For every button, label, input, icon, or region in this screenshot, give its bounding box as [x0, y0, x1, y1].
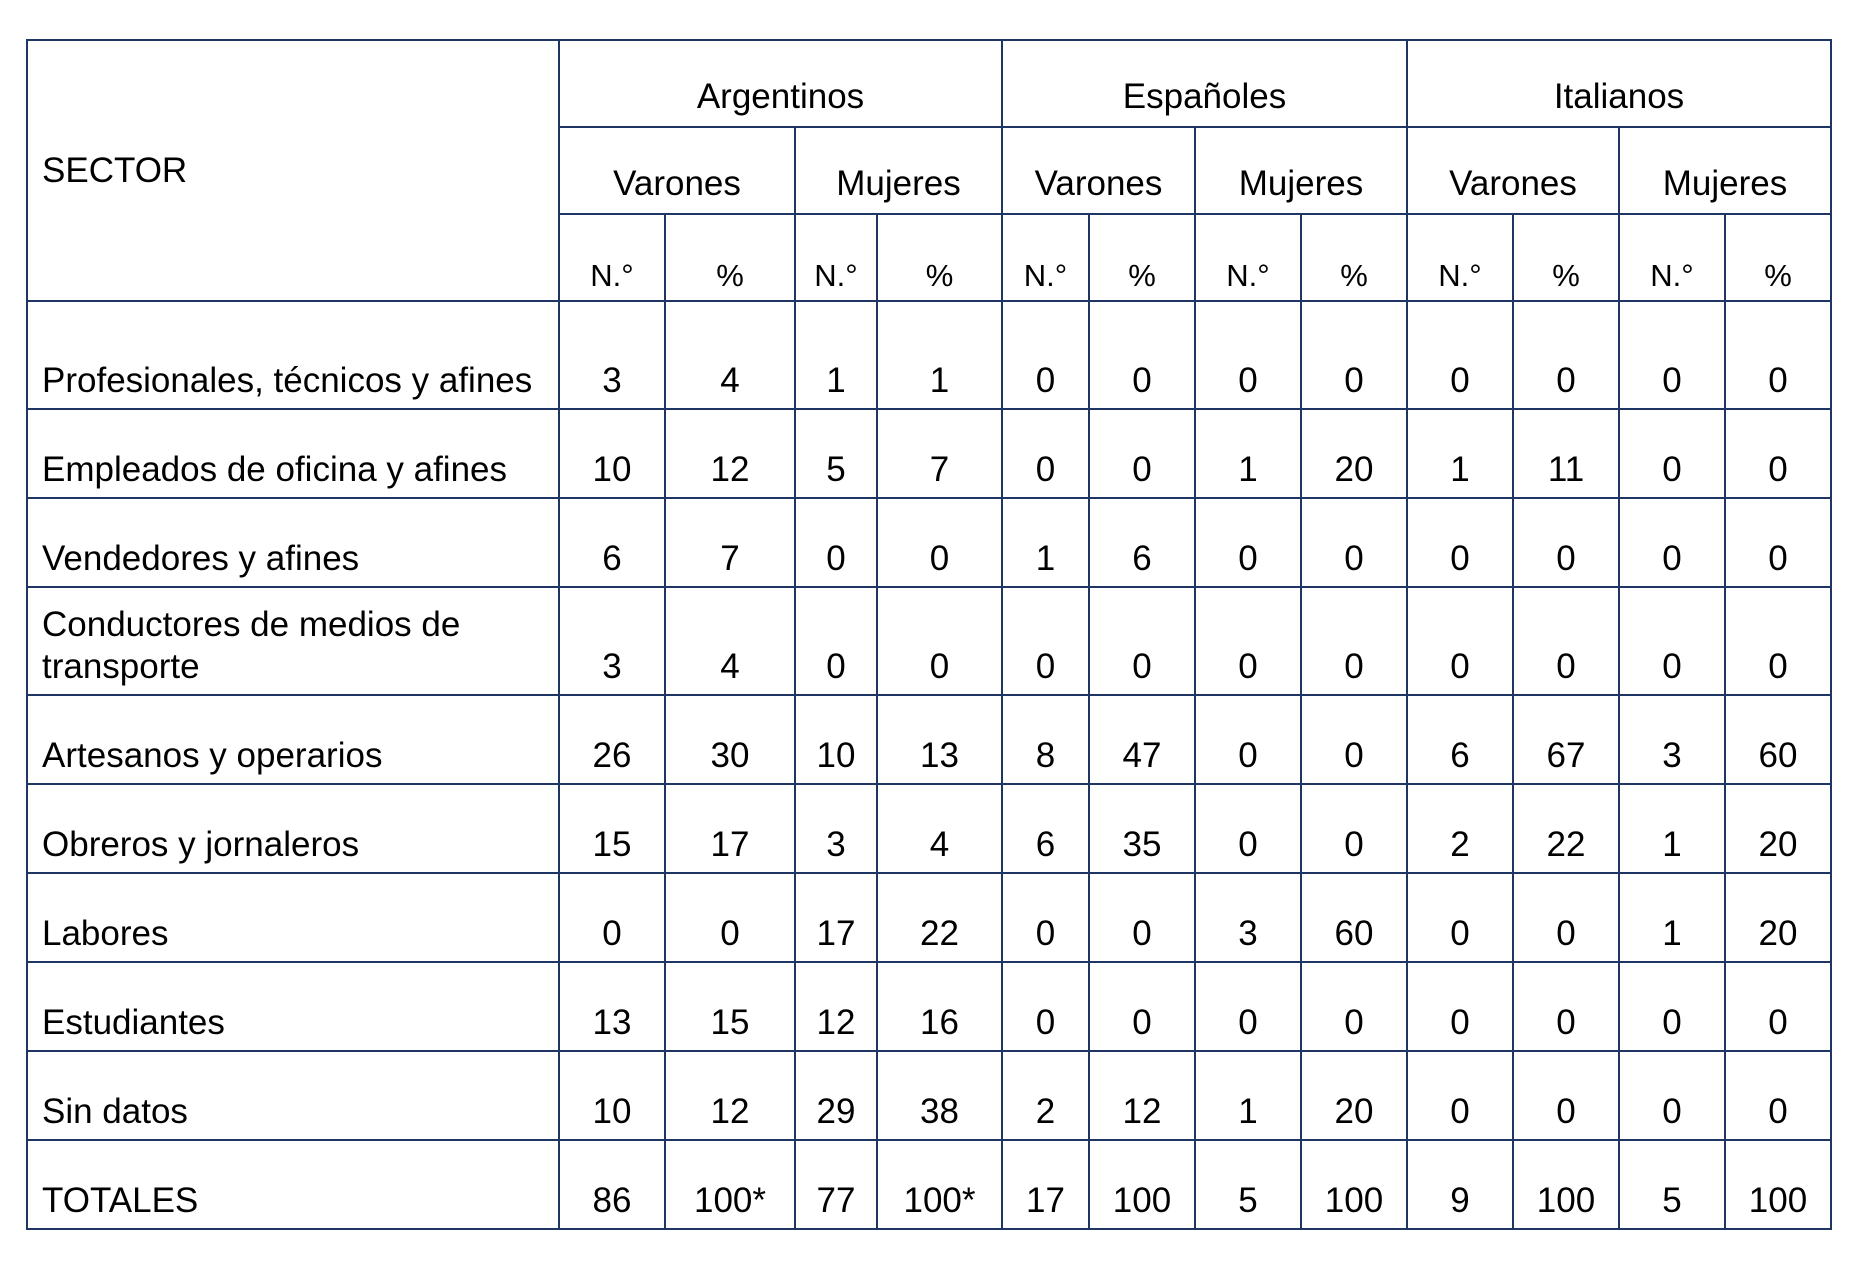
percent-cell: 12: [665, 1051, 795, 1140]
percent-cell: 12: [665, 409, 795, 498]
count-cell: 1: [1195, 409, 1301, 498]
count-cell: 77: [795, 1140, 877, 1229]
percent-cell: 0: [1513, 587, 1619, 695]
count-cell: 1: [1407, 409, 1513, 498]
percent-column-header: %: [1089, 214, 1195, 301]
percent-cell: 100*: [877, 1140, 1002, 1229]
percent-cell: 60: [1725, 695, 1831, 784]
percent-cell: 15: [665, 962, 795, 1051]
subheader-italianos-varones: Varones: [1407, 127, 1619, 214]
percent-cell: 20: [1725, 873, 1831, 962]
percent-cell: 0: [1513, 962, 1619, 1051]
percent-cell: 0: [1513, 1051, 1619, 1140]
count-cell: 3: [795, 784, 877, 873]
percent-cell: 0: [1725, 301, 1831, 409]
count-cell: 26: [559, 695, 665, 784]
percent-cell: 4: [665, 301, 795, 409]
percent-cell: 0: [1301, 962, 1407, 1051]
percent-cell: 30: [665, 695, 795, 784]
sector-label: Sin datos: [27, 1051, 559, 1140]
sector-label: Conductores de medios de transporte: [27, 587, 559, 695]
percent-column-header: %: [1513, 214, 1619, 301]
count-cell: 3: [1195, 873, 1301, 962]
subheader-espanoles-varones: Varones: [1002, 127, 1195, 214]
percent-cell: 12: [1089, 1051, 1195, 1140]
percent-cell: 17: [665, 784, 795, 873]
count-cell: 6: [1407, 695, 1513, 784]
count-cell: 2: [1002, 1051, 1089, 1140]
count-cell: 1: [1195, 1051, 1301, 1140]
percent-cell: 0: [1725, 409, 1831, 498]
percent-cell: 0: [1513, 301, 1619, 409]
table-row: [27, 409, 1831, 498]
percent-cell: 0: [1089, 873, 1195, 962]
sector-label: Obreros y jornaleros: [27, 784, 559, 873]
percent-cell: 0: [1089, 409, 1195, 498]
count-cell: 6: [1002, 784, 1089, 873]
percent-cell: 0: [1725, 962, 1831, 1051]
count-cell: 0: [1407, 962, 1513, 1051]
percent-cell: 0: [1301, 301, 1407, 409]
count-cell: 0: [1407, 873, 1513, 962]
count-cell: 0: [1619, 301, 1725, 409]
percent-cell: 0: [877, 587, 1002, 695]
count-cell: 5: [795, 409, 877, 498]
percent-cell: 22: [1513, 784, 1619, 873]
percent-cell: 0: [1089, 301, 1195, 409]
percent-cell: 100: [1725, 1140, 1831, 1229]
table-row: [27, 1051, 1831, 1140]
table-row: [27, 498, 1831, 587]
sector-label: Profesionales, técnicos y afines: [27, 301, 559, 409]
count-cell: 5: [1195, 1140, 1301, 1229]
count-cell: 0: [1195, 498, 1301, 587]
percent-cell: 60: [1301, 873, 1407, 962]
count-cell: 0: [1619, 587, 1725, 695]
percent-cell: 0: [1301, 498, 1407, 587]
count-cell: 0: [1407, 587, 1513, 695]
count-cell: 0: [1619, 962, 1725, 1051]
count-cell: 9: [1407, 1140, 1513, 1229]
percent-cell: 67: [1513, 695, 1619, 784]
sector-label: Labores: [27, 873, 559, 962]
count-cell: 0: [1407, 1051, 1513, 1140]
percent-column-header: %: [1725, 214, 1831, 301]
totals-row: [27, 1140, 1831, 1229]
count-cell: 0: [1002, 873, 1089, 962]
percent-cell: 11: [1513, 409, 1619, 498]
percent-cell: 20: [1301, 409, 1407, 498]
count-cell: 0: [1407, 498, 1513, 587]
count-cell: 10: [559, 409, 665, 498]
count-column-header: N.°: [1195, 214, 1301, 301]
subheader-argentinos-varones: Varones: [559, 127, 795, 214]
count-column-header: N.°: [559, 214, 665, 301]
percent-cell: 22: [877, 873, 1002, 962]
count-cell: 10: [559, 1051, 665, 1140]
percent-cell: 0: [1089, 587, 1195, 695]
occupation-table: [26, 39, 1832, 1230]
count-cell: 5: [1619, 1140, 1725, 1229]
count-cell: 1: [1002, 498, 1089, 587]
percent-cell: 13: [877, 695, 1002, 784]
percent-cell: 100: [1513, 1140, 1619, 1229]
count-cell: 0: [1195, 784, 1301, 873]
count-cell: 0: [1619, 409, 1725, 498]
group-header-italianos: Italianos: [1407, 40, 1831, 127]
group-header-argentinos: Argentinos: [559, 40, 1002, 127]
percent-cell: 100: [1089, 1140, 1195, 1229]
count-cell: 12: [795, 962, 877, 1051]
count-cell: 1: [1619, 873, 1725, 962]
count-cell: 3: [559, 301, 665, 409]
percent-cell: 47: [1089, 695, 1195, 784]
count-cell: 0: [1195, 695, 1301, 784]
count-column-header: N.°: [795, 214, 877, 301]
count-cell: 0: [1619, 498, 1725, 587]
count-cell: 8: [1002, 695, 1089, 784]
percent-cell: 1: [877, 301, 1002, 409]
percent-cell: 0: [1301, 784, 1407, 873]
count-cell: 0: [795, 587, 877, 695]
count-cell: 2: [1407, 784, 1513, 873]
table-row: [27, 587, 1831, 695]
count-cell: 0: [1002, 301, 1089, 409]
percent-cell: 20: [1301, 1051, 1407, 1140]
percent-cell: 0: [1301, 587, 1407, 695]
count-column-header: N.°: [1619, 214, 1725, 301]
table-body: [27, 301, 1831, 1229]
count-cell: 3: [1619, 695, 1725, 784]
percent-cell: 0: [1513, 873, 1619, 962]
table-row: [27, 301, 1831, 409]
percent-column-header: %: [877, 214, 1002, 301]
percent-cell: 100*: [665, 1140, 795, 1229]
percent-cell: 0: [1301, 695, 1407, 784]
percent-cell: 0: [1513, 498, 1619, 587]
count-cell: 0: [1407, 301, 1513, 409]
table-row: [27, 962, 1831, 1051]
count-cell: 0: [1002, 587, 1089, 695]
count-cell: 13: [559, 962, 665, 1051]
percent-cell: 0: [1725, 1051, 1831, 1140]
group-header-espanoles: Españoles: [1002, 40, 1407, 127]
percent-cell: 0: [1725, 498, 1831, 587]
sector-label: Vendedores y afines: [27, 498, 559, 587]
percent-cell: 0: [877, 498, 1002, 587]
table-row: [27, 784, 1831, 873]
count-cell: 86: [559, 1140, 665, 1229]
percent-column-header: %: [1301, 214, 1407, 301]
count-cell: 29: [795, 1051, 877, 1140]
sector-label: TOTALES: [27, 1140, 559, 1229]
count-cell: 0: [1195, 962, 1301, 1051]
percent-cell: 4: [877, 784, 1002, 873]
percent-cell: 0: [665, 873, 795, 962]
percent-cell: 38: [877, 1051, 1002, 1140]
count-column-header: N.°: [1002, 214, 1089, 301]
count-cell: 6: [559, 498, 665, 587]
count-cell: 0: [1195, 301, 1301, 409]
count-cell: 0: [1002, 409, 1089, 498]
subheader-italianos-mujeres: Mujeres: [1619, 127, 1831, 214]
sector-label: Estudiantes: [27, 962, 559, 1051]
percent-cell: 35: [1089, 784, 1195, 873]
percent-cell: 7: [665, 498, 795, 587]
sector-label: Artesanos y operarios: [27, 695, 559, 784]
count-cell: 1: [1619, 784, 1725, 873]
percent-cell: 100: [1301, 1140, 1407, 1229]
count-cell: 0: [1002, 962, 1089, 1051]
percent-column-header: %: [665, 214, 795, 301]
percent-cell: 20: [1725, 784, 1831, 873]
table-row: [27, 873, 1831, 962]
percent-cell: 7: [877, 409, 1002, 498]
percent-cell: 4: [665, 587, 795, 695]
count-cell: 1: [795, 301, 877, 409]
count-cell: 3: [559, 587, 665, 695]
count-cell: 0: [795, 498, 877, 587]
percent-cell: 16: [877, 962, 1002, 1051]
percent-cell: 0: [1089, 962, 1195, 1051]
sector-label: Empleados de oficina y afines: [27, 409, 559, 498]
sector-column-header: SECTOR: [27, 40, 559, 301]
percent-cell: 0: [1725, 587, 1831, 695]
count-cell: 0: [1195, 587, 1301, 695]
count-column-header: N.°: [1407, 214, 1513, 301]
table-row: [27, 695, 1831, 784]
count-cell: 0: [559, 873, 665, 962]
count-cell: 15: [559, 784, 665, 873]
count-cell: 10: [795, 695, 877, 784]
count-cell: 17: [795, 873, 877, 962]
subheader-argentinos-mujeres: Mujeres: [795, 127, 1002, 214]
group-header-row: [27, 40, 1831, 127]
subheader-espanoles-mujeres: Mujeres: [1195, 127, 1407, 214]
count-cell: 17: [1002, 1140, 1089, 1229]
count-cell: 0: [1619, 1051, 1725, 1140]
percent-cell: 6: [1089, 498, 1195, 587]
